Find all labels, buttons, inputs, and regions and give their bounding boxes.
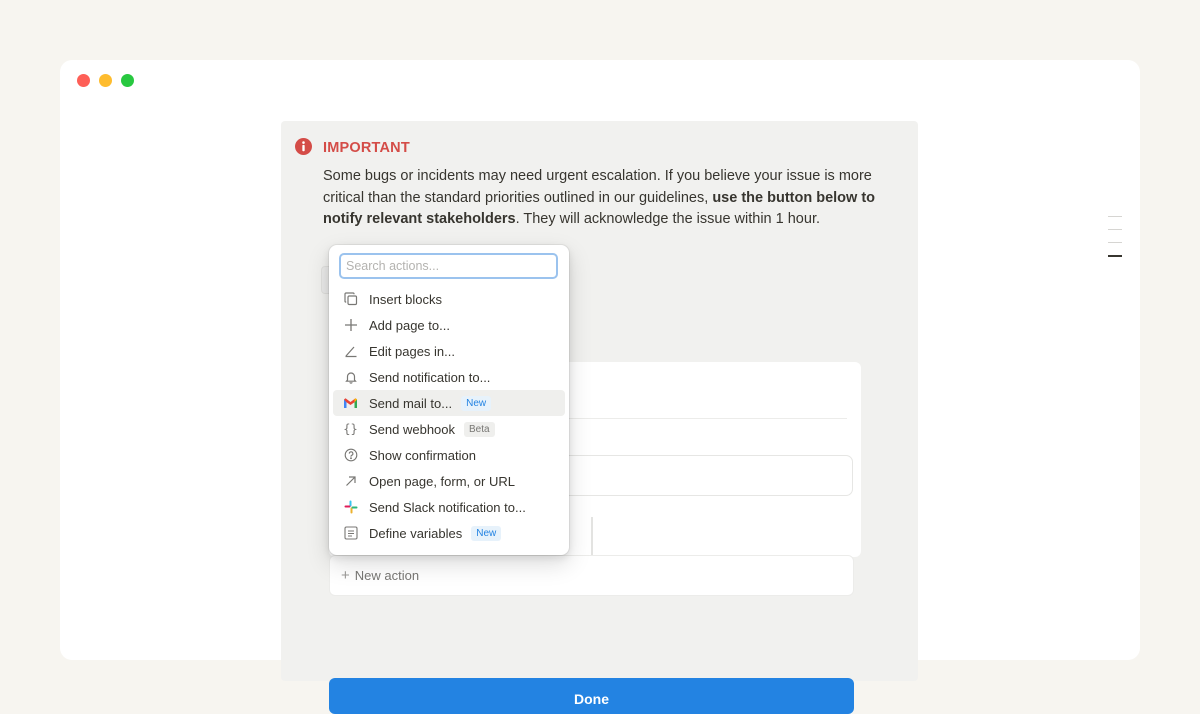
new-badge: New bbox=[471, 526, 501, 541]
question-icon bbox=[343, 448, 358, 463]
new-action-button[interactable] bbox=[329, 555, 854, 596]
menu-item-label: Send Slack notification to... bbox=[369, 499, 526, 515]
plus-icon: + bbox=[341, 567, 350, 584]
callout-title: IMPORTANT bbox=[323, 140, 410, 156]
beta-badge: Beta bbox=[464, 422, 495, 437]
menu-item-label: Insert blocks bbox=[369, 291, 442, 307]
outline-marker[interactable] bbox=[1108, 229, 1122, 230]
new-action-label: New action bbox=[354, 568, 420, 583]
app-window bbox=[60, 60, 1140, 707]
new-badge: New bbox=[461, 396, 491, 411]
menu-item-insert-blocks[interactable] bbox=[333, 286, 565, 312]
menu-item-send-mail[interactable] bbox=[333, 390, 565, 416]
gmail-icon bbox=[343, 396, 358, 411]
outline-marker-active[interactable] bbox=[1108, 255, 1122, 257]
slack-icon bbox=[343, 500, 358, 515]
menu-item-label: Edit pages in... bbox=[369, 343, 455, 359]
edit-icon bbox=[343, 344, 358, 359]
braces-icon: {} bbox=[343, 422, 358, 436]
search-actions-input[interactable] bbox=[339, 253, 558, 279]
window-controls bbox=[77, 74, 134, 87]
actions-list bbox=[333, 286, 565, 546]
maximize-window-button[interactable] bbox=[121, 74, 134, 87]
editor-field[interactable] bbox=[529, 455, 853, 496]
info-icon bbox=[295, 138, 312, 155]
arrow-up-right-icon bbox=[343, 474, 358, 489]
menu-item-label: Show confirmation bbox=[369, 447, 476, 463]
copy-icon bbox=[343, 292, 358, 307]
bell-icon bbox=[343, 370, 358, 385]
outline-marker[interactable] bbox=[1108, 242, 1122, 243]
menu-item-label: Add page to... bbox=[369, 317, 450, 333]
menu-item-label: Send notification to... bbox=[369, 369, 491, 385]
variables-icon bbox=[343, 526, 358, 541]
minimize-window-button[interactable] bbox=[99, 74, 112, 87]
page-outline[interactable] bbox=[1108, 216, 1122, 269]
menu-item-label: Send webhook bbox=[369, 421, 456, 437]
close-window-button[interactable] bbox=[77, 74, 90, 87]
menu-item-send-notification[interactable] bbox=[333, 364, 565, 390]
callout-body: Some bugs or incidents may need urgent escalation. If you believe your issue is more critical than the standard priorities outlined in our guidelines, use the button below to notify relevant stakeholders. They will acknowledge the issue within 1 hour. bbox=[323, 168, 876, 227]
menu-item-label: Send mail to... bbox=[369, 395, 453, 411]
menu-item-edit-pages[interactable] bbox=[333, 338, 565, 364]
menu-item-label: Define variables bbox=[369, 525, 463, 541]
done-button[interactable]: Done bbox=[329, 678, 854, 714]
menu-item-define-variables[interactable] bbox=[333, 520, 565, 546]
menu-item-label: Open page, form, or URL bbox=[369, 473, 515, 489]
menu-item-add-page[interactable] bbox=[333, 312, 565, 338]
menu-item-open-page[interactable] bbox=[333, 468, 565, 494]
menu-item-send-webhook[interactable] bbox=[333, 416, 565, 442]
plus-icon bbox=[343, 318, 358, 333]
menu-item-show-confirmation[interactable] bbox=[333, 442, 565, 468]
actions-menu bbox=[329, 245, 569, 555]
menu-item-send-slack[interactable] bbox=[333, 494, 565, 520]
outline-marker[interactable] bbox=[1108, 216, 1122, 217]
